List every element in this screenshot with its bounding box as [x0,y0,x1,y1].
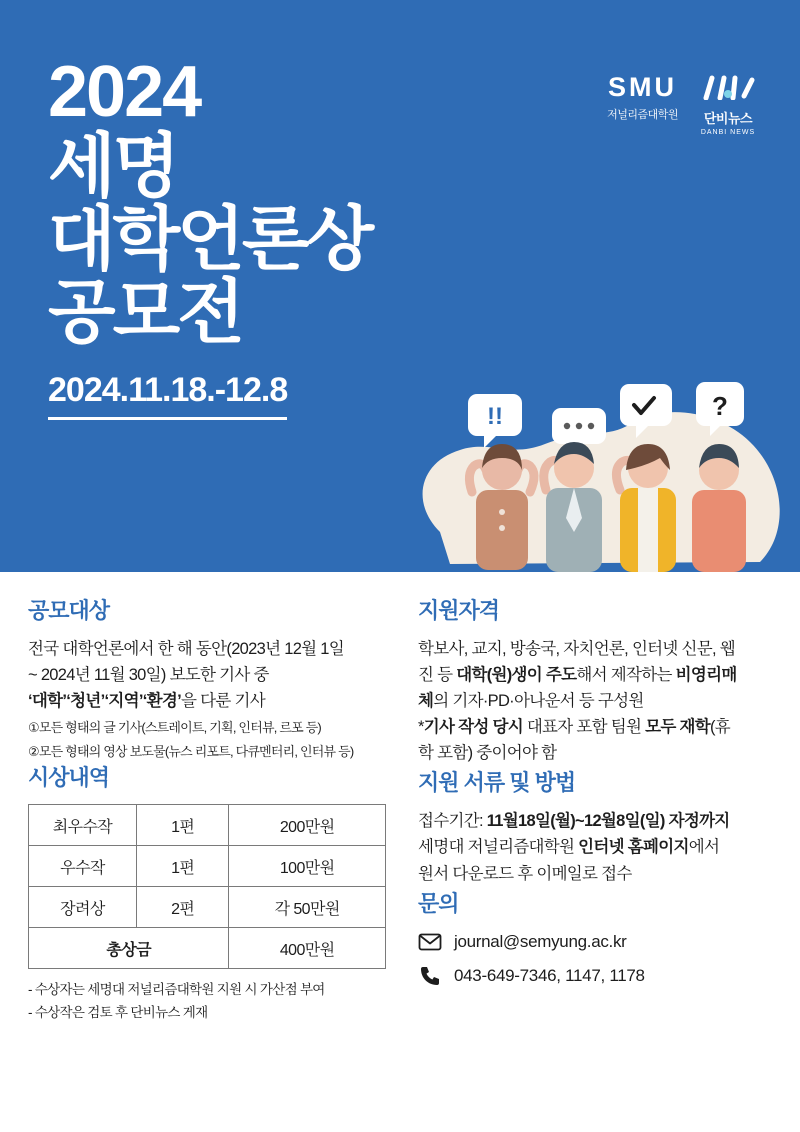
contact-phone-row [418,964,778,988]
contact-phone[interactable]: 043-649-7346, 1147, 1178 [454,965,645,985]
poster-content [0,572,800,1132]
prize-name: 최우수작 [29,805,137,846]
target-keywords-suffix: 을 다룬 기사 [181,692,265,711]
prize-name: 우수작 [29,846,137,887]
prize-amount: 100만원 [229,846,386,887]
eligibility-l4-bold-1: 기사 작성 당시 [423,718,523,737]
target-highlight-line [28,689,400,714]
person-2 [544,442,602,572]
eligibility-l2-pre: 진 등 [418,666,457,685]
prize-name: 장려상 [29,887,137,928]
bubble-exclaim [468,394,522,448]
eligibility-l3-rest: 의 기자·PD·아나운서 등 구성원 [433,692,644,711]
svg-text:!!: !! [487,403,503,430]
contact-email[interactable]: journal@semyung.ac.kr [454,931,627,951]
svg-text:?: ? [712,391,728,421]
target-item-1: ①모든 형태의 글 기사(스트레이트, 기획, 인터뷰, 르포 등) [28,720,321,736]
application-l2-suf: 에서 [688,838,720,857]
application-period-value: 11월18일(월)~12월8일(일) 자정까지 [486,812,730,831]
target-line-1: 전국 대학언론에서 한 해 동안(2023년 12월 1일 [28,640,345,658]
table-row [29,887,386,928]
eligibility-line-3 [418,689,778,714]
application-line-1 [418,809,778,834]
poster-title-line-1: 세명 [48,127,178,206]
person-1 [469,444,534,570]
people-illustration [380,372,800,572]
target-line-2: ~ 2024년 11월 30일) 보도한 기사 중 [28,666,269,685]
prize-amount: 200만원 [229,805,386,846]
eligibility-l2-mid: 해서 제작하는 [576,666,676,685]
eligibility-l4-bold-2: 모두 재학 [645,718,710,737]
prize-note-2: - 수상작은 검토 후 단비뉴스 게재 [28,1005,208,1021]
eligibility-line-1: 학보사, 교지, 방송국, 자치언론, 인터넷 신문, 웹 [418,640,736,658]
poster-year: 2024 [48,52,201,132]
eligibility-l4-suf: (휴 [710,718,731,737]
danbi-name-en: DANBI NEWS [700,129,756,136]
eligibility-l4-mid: 대표자 포함 팀원 [522,718,646,737]
section-heading-contact: 문의 [418,890,459,916]
prize-count: 1편 [136,846,228,887]
poster-date-range: 2024.11.18.-12.8 [48,371,287,420]
prize-amount: 각 50만원 [229,887,386,928]
target-keywords: ‘대학’‘청년’‘지역’‘환경’ [28,692,181,711]
eligibility-l2-bold-2: 비영리매 [675,666,737,685]
application-period-label: 접수기간: [418,812,487,831]
table-row [29,846,386,887]
poster-title-line-2: 대학언론상 [48,200,372,279]
section-heading-application: 지원 서류 및 방법 [418,770,576,796]
contact-email-row [418,930,778,954]
envelope-icon [418,930,442,954]
right-column [418,594,778,988]
eligibility-l2-bold-1: 대학(원)생이 주도 [456,666,577,685]
application-l2-pre: 세명대 저널리즘대학원 [418,838,579,857]
section-heading-prizes: 시상내역 [28,765,110,791]
phone-icon [418,964,442,988]
poster-title-line-3: 공모전 [48,272,242,351]
prize-count: 2편 [136,887,228,928]
section-heading-eligibility: 지원자격 [418,598,500,623]
table-row [29,805,386,846]
eligibility-line-2 [418,663,778,688]
eligibility-line-4 [418,715,778,740]
section-heading-target: 공모대상 [28,598,110,623]
smu-sublabel: 저널리즘대학원 [607,109,678,121]
eligibility-line-5: 학 포함) 중이어야 함 [418,744,557,763]
left-column [28,594,400,1025]
eligibility-l4-pre: * [418,718,424,737]
application-homepage: 인터넷 홈페이지 [578,838,689,857]
application-line-2 [418,835,778,860]
smu-wordmark: SMU [608,72,678,102]
table-row-total [29,928,386,969]
eligibility-l3-bold: 체 [418,692,434,711]
prize-count: 1편 [136,805,228,846]
prize-total-label: 총상금 [29,928,229,969]
person-4 [692,444,746,572]
person-3 [616,444,676,572]
hero-title-block [48,52,748,420]
application-line-3: 원서 다운로드 후 이메일로 접수 [418,864,632,883]
prize-total-amount: 400만원 [229,928,386,969]
danbi-name: 단비뉴스 [703,111,753,126]
prize-notes [28,979,400,1025]
target-item-2: ②모든 형태의 영상 보도물(뉴스 리포트, 다큐멘터리, 인터뷰 등) [28,743,354,759]
prize-note-1: - 수상자는 세명대 저널리즘대학원 지원 시 가산점 부여 [28,982,325,998]
prize-table [28,804,386,969]
